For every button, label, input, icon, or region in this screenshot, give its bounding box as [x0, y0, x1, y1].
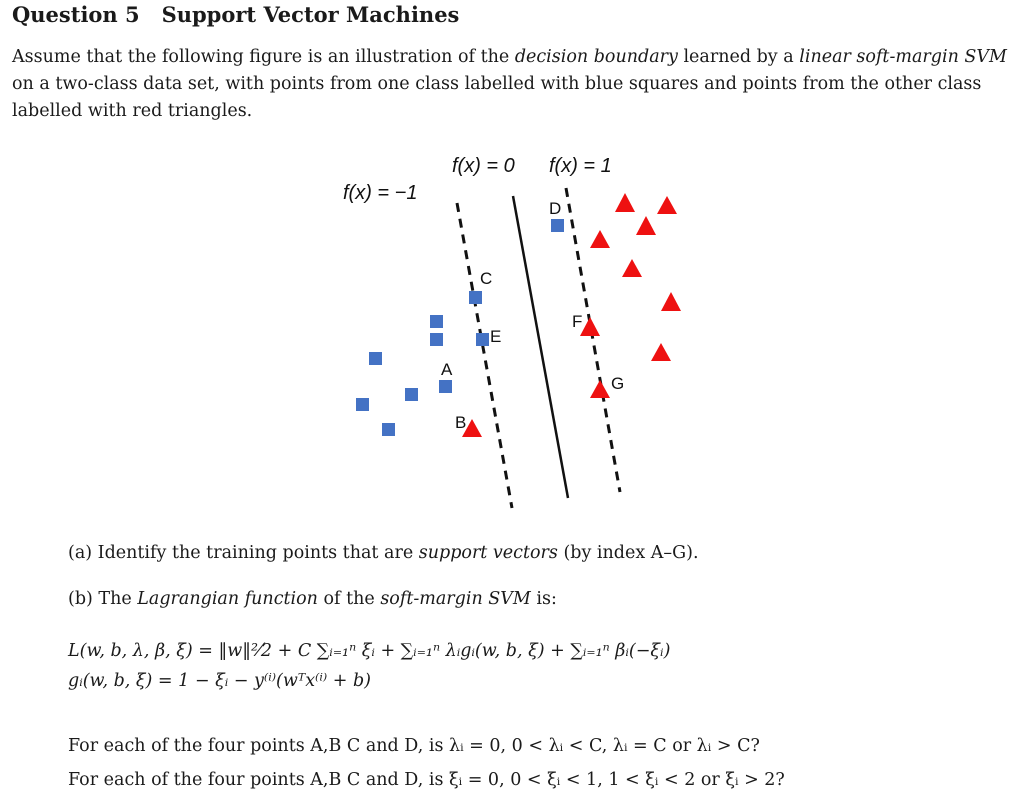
point-label-a: A [441, 360, 453, 379]
red-triangle [622, 259, 642, 277]
blue-square [430, 333, 443, 346]
lambda-question: For each of the four points A,B C and D, is λᵢ = 0, 0 < λᵢ < C, λᵢ = C or λᵢ > C? [68, 736, 760, 756]
point-label-f: F [572, 312, 583, 331]
label-f-zero: f(x) = 0 [452, 155, 515, 177]
question-title: Support Vector Machines [161, 2, 460, 27]
intro-text-2: learned by a [677, 47, 800, 67]
red-triangle [661, 292, 681, 311]
blue-square-e [476, 333, 489, 346]
blue-square [551, 219, 564, 232]
label-f-pos: f(x) = 1 [549, 155, 612, 177]
blue-square [382, 423, 395, 436]
red-triangle-g [590, 380, 610, 398]
intro-text-3: on a two-class data set, with points from one class labelled with blue squares and points from the other class labelled with red triangles. [12, 74, 982, 121]
red-triangle [657, 196, 677, 214]
part-a-em: support vectors [418, 543, 558, 563]
blue-square-c [469, 291, 482, 304]
red-triangle [615, 193, 635, 212]
red-triangle [636, 216, 656, 235]
red-triangle [590, 230, 610, 248]
blue-square [430, 315, 443, 328]
blue-square-a [439, 380, 452, 393]
point-label-b: B [455, 413, 467, 432]
question-number: Question 5 [12, 2, 140, 27]
part-b: (b) The Lagrangian function of the soft-margin SVM is: [68, 589, 557, 609]
blue-square [369, 352, 382, 365]
intro-text-1: Assume that the following figure is an illustration of the [12, 47, 515, 67]
margin-line-negative [457, 203, 512, 508]
part-a: (a) Identify the training points that are support vectors (by index A–G). [68, 543, 699, 563]
intro-em-decision-boundary: decision boundary [514, 47, 678, 67]
point-label-c: C [480, 269, 493, 288]
blue-square [405, 388, 418, 401]
blue-square [356, 398, 369, 411]
red-triangle-f [580, 317, 600, 336]
red-triangle [651, 343, 671, 361]
decision-boundary-line [513, 196, 568, 498]
xi-question: For each of the four points A,B C and D, is ξᵢ = 0, 0 < ξᵢ < 1, 1 < ξᵢ < 2 or ξᵢ > 2? [68, 770, 785, 790]
intro-em-svm: linear soft-margin SVM [799, 47, 1007, 67]
point-label-d: D [549, 199, 562, 218]
constraint-equation: gᵢ(w, b, ξ) = 1 − ξᵢ − y⁽ⁱ⁾(wᵀx⁽ⁱ⁾ + b) [68, 671, 371, 691]
point-label-e: E [490, 327, 502, 346]
point-label-g: G [611, 374, 625, 393]
part-b-em-lagrangian: Lagrangian function [137, 589, 318, 609]
part-b-em-svm: soft-margin SVM [380, 589, 531, 609]
lagrangian-equation: L(w, b, λ, β, ξ) = ‖w‖²⁄2 + C ∑ᵢ₌₁ⁿ ξᵢ + ∑ᵢ₌₁ⁿ λᵢgᵢ(w, b, ξ) + ∑ᵢ₌₁ⁿ βᵢ(−ξᵢ) [68, 641, 671, 661]
margin-line-positive [566, 188, 620, 492]
label-f-neg: f(x) = −1 [343, 182, 418, 204]
